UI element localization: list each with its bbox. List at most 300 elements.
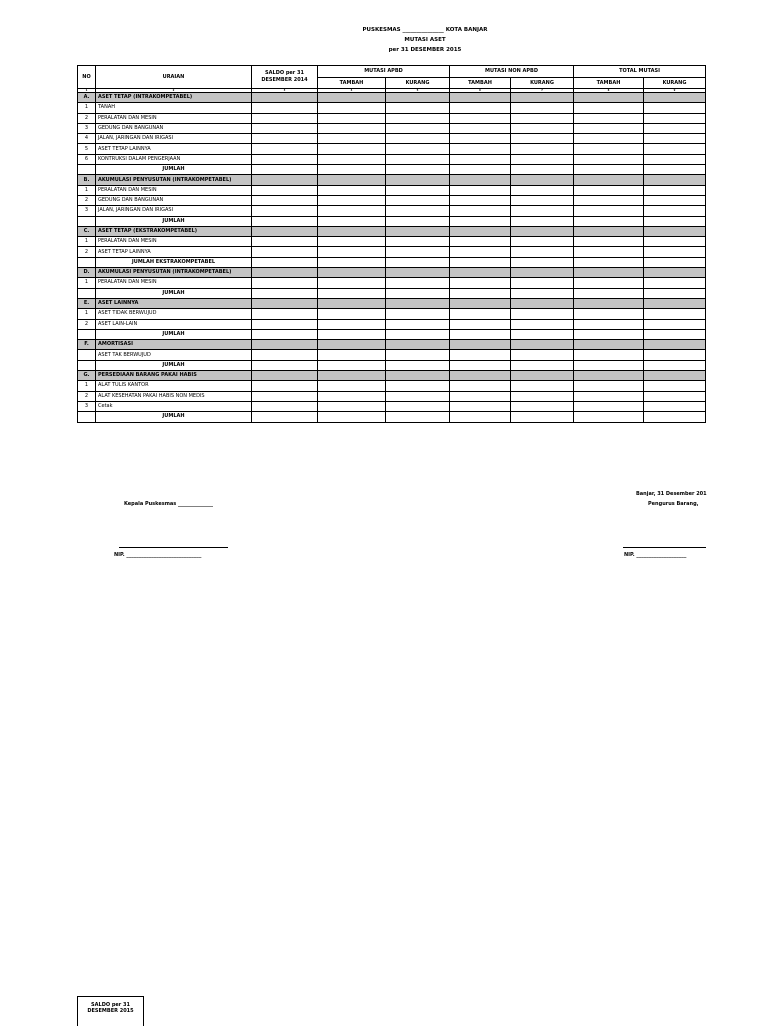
row-label: PERALATAN DAN MESIN [96,185,252,195]
value-cell [511,309,574,319]
row-number: 2 [78,113,96,123]
value-cell [318,237,386,247]
value-cell [511,216,574,226]
value-cell [386,329,450,339]
value-cell [511,298,574,308]
row-label: JUMLAH [96,216,252,226]
row-label: JUMLAH [96,288,252,298]
row-label: GEDUNG DAN BANGUNAN [96,123,252,133]
value-cell [574,247,644,257]
value-cell [318,298,386,308]
table-row [78,154,706,164]
value-cell [318,412,386,422]
value-cell [511,350,574,360]
value-cell [644,154,706,164]
value-cell [386,268,450,278]
value-cell [450,206,511,216]
value-cell [450,329,511,339]
value-cell [386,309,450,319]
row-label: JUMLAH EKSTRAKOMPETABEL [96,257,252,267]
table-body [78,93,706,423]
pengurus-barang-label: Pengurus Barang, [648,501,699,507]
saldo-2015-box [77,996,144,1026]
table-row [78,134,706,144]
value-cell [252,206,318,216]
value-cell [318,371,386,381]
row-number [78,329,96,339]
value-cell [450,298,511,308]
row-number [78,165,96,175]
value-cell [450,123,511,133]
section-row [78,175,706,185]
value-cell [386,237,450,247]
section-title: ASET LAINNYA [96,298,252,308]
row-label: PERALATAN DAN MESIN [96,278,252,288]
value-cell [511,278,574,288]
value-cell [252,237,318,247]
value-cell [450,154,511,164]
value-cell [318,185,386,195]
row-number: 2 [78,319,96,329]
table-row [78,319,706,329]
value-cell [252,278,318,288]
value-cell [318,216,386,226]
value-cell [252,134,318,144]
table-row [78,185,706,195]
value-cell [252,391,318,401]
value-cell [386,113,450,123]
value-cell [644,165,706,175]
value-cell [450,175,511,185]
row-label: JUMLAH [96,360,252,370]
value-cell [252,340,318,350]
value-cell [318,360,386,370]
value-cell [450,144,511,154]
value-cell [644,257,706,267]
total-row [78,216,706,226]
row-label: ASET TAK BERWUJUD [96,350,252,360]
section-row [78,340,706,350]
total-row [78,165,706,175]
value-cell [252,165,318,175]
value-cell [318,401,386,411]
value-cell [386,350,450,360]
value-cell [252,381,318,391]
value-cell [252,123,318,133]
row-label: TANAH [96,103,252,113]
value-cell [644,350,706,360]
row-label: ASET LAIN-LAIN [96,319,252,329]
value-cell [252,226,318,236]
value-cell [644,226,706,236]
value-cell [386,298,450,308]
value-cell [450,226,511,236]
header-no: NO [78,66,96,89]
value-cell [511,329,574,339]
signing-date: Banjar, 31 Desember 201 [636,491,707,497]
value-cell [511,113,574,123]
row-label: ASET TIDAK BERWUJUD [96,309,252,319]
value-cell [644,195,706,205]
value-cell [450,257,511,267]
value-cell [386,401,450,411]
value-cell [574,185,644,195]
value-cell [318,175,386,185]
value-cell [386,134,450,144]
value-cell [318,165,386,175]
row-number: 1 [78,237,96,247]
value-cell [318,350,386,360]
value-cell [450,247,511,257]
value-cell [644,206,706,216]
left-nip: NIP. ______________________________ [114,552,202,558]
value-cell [574,257,644,267]
value-cell [511,237,574,247]
value-cell [386,371,450,381]
value-cell [511,401,574,411]
value-cell [252,371,318,381]
section-title: ASET TETAP (INTRAKOMPETABEL) [96,93,252,103]
value-cell [450,319,511,329]
row-number: 4 [78,134,96,144]
section-title: PERSEDIAAN BARANG PAKAI HABIS [96,371,252,381]
row-number: 1 [78,381,96,391]
value-cell [511,206,574,216]
value-cell [511,288,574,298]
value-cell [574,144,644,154]
header-saldo-line1: SALDO per 31 [265,70,304,76]
row-label: JALAN, JARINGAN DAN IRIGASI [96,206,252,216]
value-cell [574,298,644,308]
document-title [0,25,768,55]
column-number: 6 [450,89,511,93]
value-cell [386,195,450,205]
value-cell [574,134,644,144]
value-cell [318,113,386,123]
value-cell [511,165,574,175]
row-number [78,216,96,226]
value-cell [574,206,644,216]
value-cell [574,412,644,422]
row-number: 5 [78,144,96,154]
value-cell [386,278,450,288]
value-cell [252,247,318,257]
value-cell [450,195,511,205]
row-number: F. [78,340,96,350]
value-cell [511,154,574,164]
value-cell [318,154,386,164]
value-cell [386,391,450,401]
total-row [78,360,706,370]
table-row [78,401,706,411]
value-cell [318,278,386,288]
value-cell [252,329,318,339]
value-cell [574,329,644,339]
value-cell [252,268,318,278]
value-cell [574,237,644,247]
value-cell [644,113,706,123]
value-cell [574,93,644,103]
value-cell [511,226,574,236]
value-cell [644,185,706,195]
value-cell [252,113,318,123]
value-cell [386,123,450,133]
value-cell [644,123,706,133]
value-cell [574,288,644,298]
value-cell [450,350,511,360]
table-row [78,206,706,216]
saldo-2015-line2: DESEMBER 2015 [87,1008,134,1014]
value-cell [386,216,450,226]
value-cell [450,391,511,401]
value-cell [644,381,706,391]
row-label: ASET TETAP LAINNYA [96,144,252,154]
value-cell [252,185,318,195]
row-number: 1 [78,185,96,195]
value-cell [574,123,644,133]
value-cell [644,216,706,226]
value-cell [574,113,644,123]
row-number [78,288,96,298]
right-signature-line [623,547,706,548]
table-row [78,123,706,133]
value-cell [252,360,318,370]
row-label: PERALATAN DAN MESIN [96,113,252,123]
row-label: Cetak [96,401,252,411]
value-cell [644,401,706,411]
row-number: 1 [78,103,96,113]
table-row [78,278,706,288]
value-cell [252,195,318,205]
value-cell [450,268,511,278]
row-number: 1 [78,309,96,319]
value-cell [574,319,644,329]
row-number: 2 [78,195,96,205]
value-cell [450,371,511,381]
title-puskesmas: PUSKESMAS _______________ KOTA BANJAR [362,27,488,33]
value-cell [574,360,644,370]
value-cell [644,175,706,185]
row-number: 1 [78,278,96,288]
value-cell [386,93,450,103]
value-cell [511,195,574,205]
value-cell [450,134,511,144]
value-cell [574,103,644,113]
value-cell [511,144,574,154]
value-cell [450,340,511,350]
value-cell [386,154,450,164]
value-cell [386,360,450,370]
value-cell [450,381,511,391]
value-cell [318,195,386,205]
column-number: 7 [511,89,574,93]
value-cell [318,103,386,113]
row-label: KONTRUKSI DALAM PENGERJAAN [96,154,252,164]
value-cell [511,340,574,350]
value-cell [318,134,386,144]
row-number: C. [78,226,96,236]
value-cell [644,93,706,103]
value-cell [318,123,386,133]
value-cell [450,165,511,175]
header-non-apbd-kurang: KURANG [511,78,574,89]
row-number: 6 [78,154,96,164]
row-number [78,360,96,370]
value-cell [644,329,706,339]
value-cell [511,412,574,422]
value-cell [318,268,386,278]
total-row [78,288,706,298]
value-cell [318,319,386,329]
table-row [78,113,706,123]
row-number: 3 [78,206,96,216]
header-total-mutasi: TOTAL MUTASI [574,66,706,78]
value-cell [511,360,574,370]
section-row [78,226,706,236]
value-cell [252,216,318,226]
header-mutasi-non-apbd: MUTASI NON APBD [450,66,574,78]
header-saldo-2014 [252,66,318,89]
value-cell [574,154,644,164]
value-cell [252,175,318,185]
header-uraian: URAIAN [96,66,252,89]
header-mutasi-apbd: MUTASI APBD [318,66,450,78]
value-cell [252,144,318,154]
value-cell [252,103,318,113]
value-cell [386,175,450,185]
value-cell [574,309,644,319]
section-title: AKUMULASI PENYUSUTAN (INTRAKOMPETABEL) [96,268,252,278]
value-cell [644,309,706,319]
value-cell [318,257,386,267]
value-cell [644,360,706,370]
row-number: 3 [78,401,96,411]
value-cell [574,175,644,185]
value-cell [511,175,574,185]
section-title: AMORTISASI [96,340,252,350]
table-row [78,381,706,391]
section-title: AKUMULASI PENYUSUTAN (INTRAKOMPETABEL) [96,175,252,185]
row-label: ALAT KESEHATAN PAKAI HABIS NON MEDIS [96,391,252,401]
value-cell [644,278,706,288]
value-cell [450,113,511,123]
value-cell [386,247,450,257]
header-apbd-kurang: KURANG [386,78,450,89]
value-cell [574,278,644,288]
value-cell [252,257,318,267]
value-cell [644,134,706,144]
value-cell [644,340,706,350]
section-row [78,268,706,278]
value-cell [574,216,644,226]
value-cell [318,340,386,350]
section-row [78,298,706,308]
total-row [78,329,706,339]
value-cell [386,165,450,175]
value-cell [450,93,511,103]
value-cell [574,268,644,278]
value-cell [386,185,450,195]
value-cell [511,247,574,257]
value-cell [252,412,318,422]
total-row [78,257,706,267]
value-cell [574,381,644,391]
row-label: ASET TETAP LAINNYA [96,247,252,257]
value-cell [386,288,450,298]
row-number: E. [78,298,96,308]
value-cell [252,93,318,103]
value-cell [450,237,511,247]
section-row [78,93,706,103]
value-cell [511,391,574,401]
value-cell [318,206,386,216]
value-cell [644,412,706,422]
row-number: A. [78,93,96,103]
row-label: JUMLAH [96,412,252,422]
value-cell [511,185,574,195]
value-cell [450,412,511,422]
value-cell [644,144,706,154]
value-cell [644,391,706,401]
column-number: 9 [644,89,706,93]
table-row [78,103,706,113]
row-number [78,257,96,267]
value-cell [574,340,644,350]
value-cell [450,401,511,411]
value-cell [450,185,511,195]
value-cell [318,144,386,154]
value-cell [511,123,574,133]
value-cell [252,288,318,298]
value-cell [252,401,318,411]
row-label: PERALATAN DAN MESIN [96,237,252,247]
value-cell [574,226,644,236]
value-cell [574,195,644,205]
header-total-kurang: KURANG [644,78,706,89]
value-cell [511,134,574,144]
header-non-apbd-tambah: TAMBAH [450,78,511,89]
section-row [78,371,706,381]
value-cell [511,268,574,278]
row-number: 2 [78,391,96,401]
table-row [78,350,706,360]
row-label: JUMLAH [96,165,252,175]
value-cell [318,226,386,236]
value-cell [644,298,706,308]
value-cell [450,309,511,319]
title-mutasi-aset: MUTASI ASET [404,37,446,43]
asset-mutation-table [77,65,706,423]
value-cell [574,165,644,175]
total-row [78,412,706,422]
value-cell [252,319,318,329]
value-cell [574,391,644,401]
value-cell [252,309,318,319]
value-cell [252,154,318,164]
table-row [78,195,706,205]
left-signature-line [119,547,228,548]
value-cell [318,93,386,103]
header-apbd-tambah: TAMBAH [318,78,386,89]
column-number: 2 [96,89,252,93]
value-cell [511,257,574,267]
row-number: G. [78,371,96,381]
value-cell [644,247,706,257]
value-cell [386,381,450,391]
value-cell [644,268,706,278]
value-cell [386,340,450,350]
value-cell [644,288,706,298]
